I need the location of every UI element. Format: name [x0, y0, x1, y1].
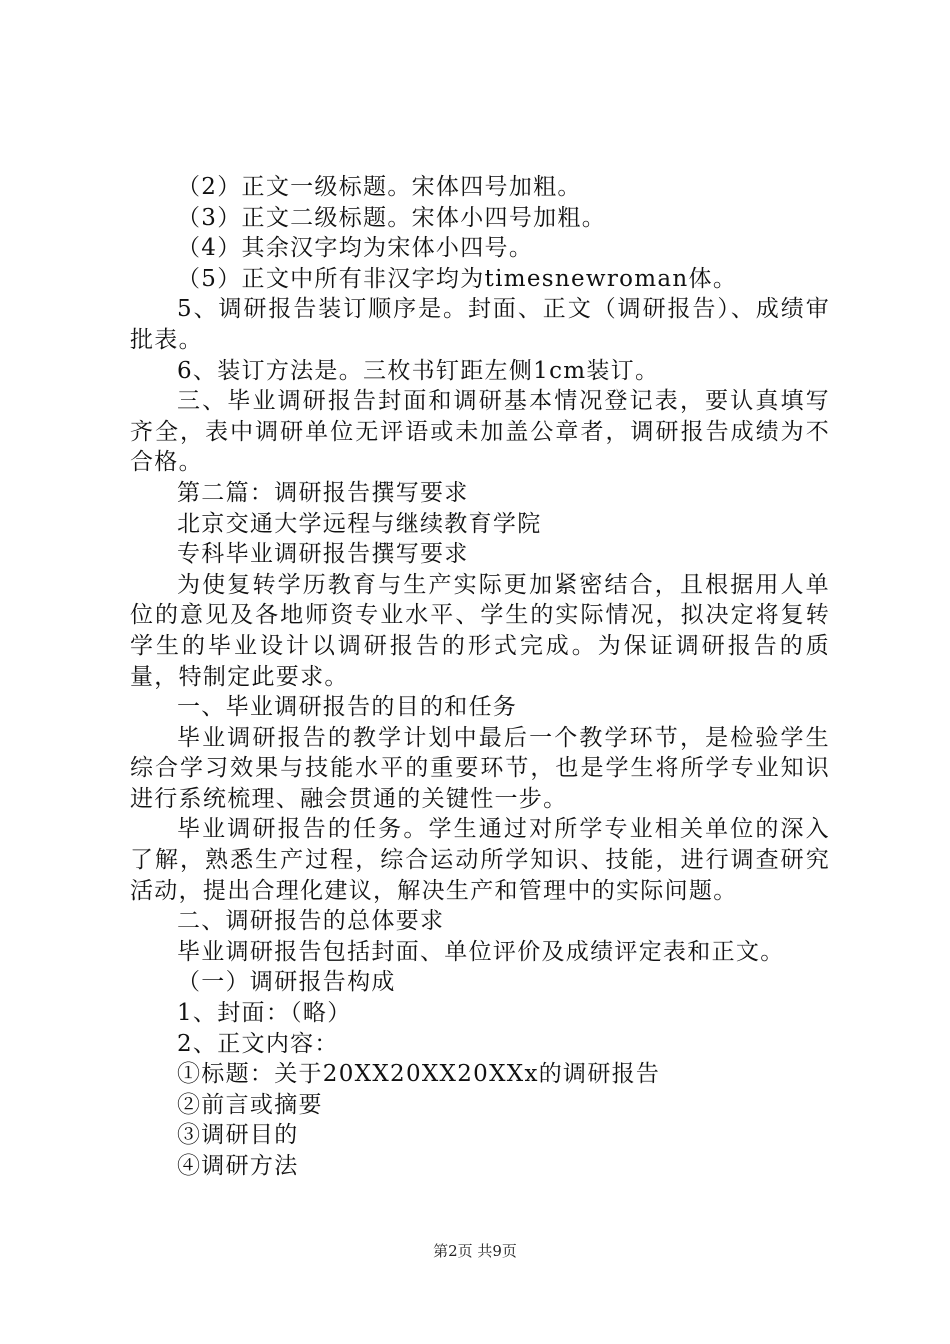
document-subtitle: 专科毕业调研报告撰写要求 [177, 541, 469, 568]
task-paragraph: 毕业调研报告的任务。学生通过对所学专业相关单位的深入了解，熟悉生产过程，综合运动所学知识、技能，进行调查研究活动，提出合理化建议，解决生产和管理中的实际问题。 [130, 816, 830, 904]
binding-order-paragraph: 5、调研报告装订顺序是。封面、正文（调研报告）、成绩审批表。 [130, 296, 830, 353]
list-item-purpose: ③调研目的 [177, 1122, 299, 1149]
intro-paragraph: 为使复转学历教育与生产实际更加紧密结合，且根据用人单位的意见及各地师资专业水平、学生的实际情况，拟决定将复转学生的毕业设计以调研报告的形式完成。为保证调研报告的质量，特制定此要求。 [130, 571, 830, 690]
list-item-preface: ②前言或摘要 [177, 1091, 323, 1118]
format-item-5: （5）正文中所有非汉字均为timesnewroman体。 [177, 265, 738, 292]
binding-method-paragraph: 6、装订方法是。三枚书钉距左侧1cm装订。 [177, 357, 660, 384]
section-three-paragraph: 三、毕业调研报告封面和调研基本情况登记表，要认真填写齐全，表中调研单位无评语或未加盖公章者，调研报告成绩为不合格。 [130, 388, 830, 476]
subsection-heading: （一）调研报告构成 [177, 969, 396, 996]
document-body [130, 172, 830, 1182]
institution-name: 北京交通大学远程与继续教育学院 [177, 510, 542, 537]
cover-item: 1、封面：（略） [177, 1000, 352, 1027]
format-item-2: （2）正文一级标题。宋体四号加粗。 [177, 174, 582, 200]
page-footer: 第2页 共9页 [433, 1242, 517, 1260]
purpose-paragraph: 毕业调研报告的教学计划中最后一个教学环节，是检验学生综合学习效果与技能水平的重要环节，也是学生将所学专业知识进行系统梳理、融会贯通的关键性一步。 [130, 724, 830, 812]
part-two-heading: 第二篇：调研报告撰写要求 [177, 479, 469, 506]
list-item-method: ④调研方法 [177, 1153, 299, 1179]
section-one-heading: 一、毕业调研报告的目的和任务 [177, 694, 518, 721]
composition-paragraph: 毕业调研报告包括封面、单位评价及成绩评定表和正文。 [177, 938, 785, 965]
section-two-heading: 二、调研报告的总体要求 [177, 908, 445, 935]
format-item-3: （3）正文二级标题。宋体小四号加粗。 [177, 204, 607, 231]
format-item-4: （4）其余汉字均为宋体小四号。 [177, 235, 534, 262]
list-item-title: ①标题：关于20XX20XX20XXx的调研报告 [177, 1061, 661, 1088]
content-item: 2、正文内容： [177, 1030, 339, 1057]
